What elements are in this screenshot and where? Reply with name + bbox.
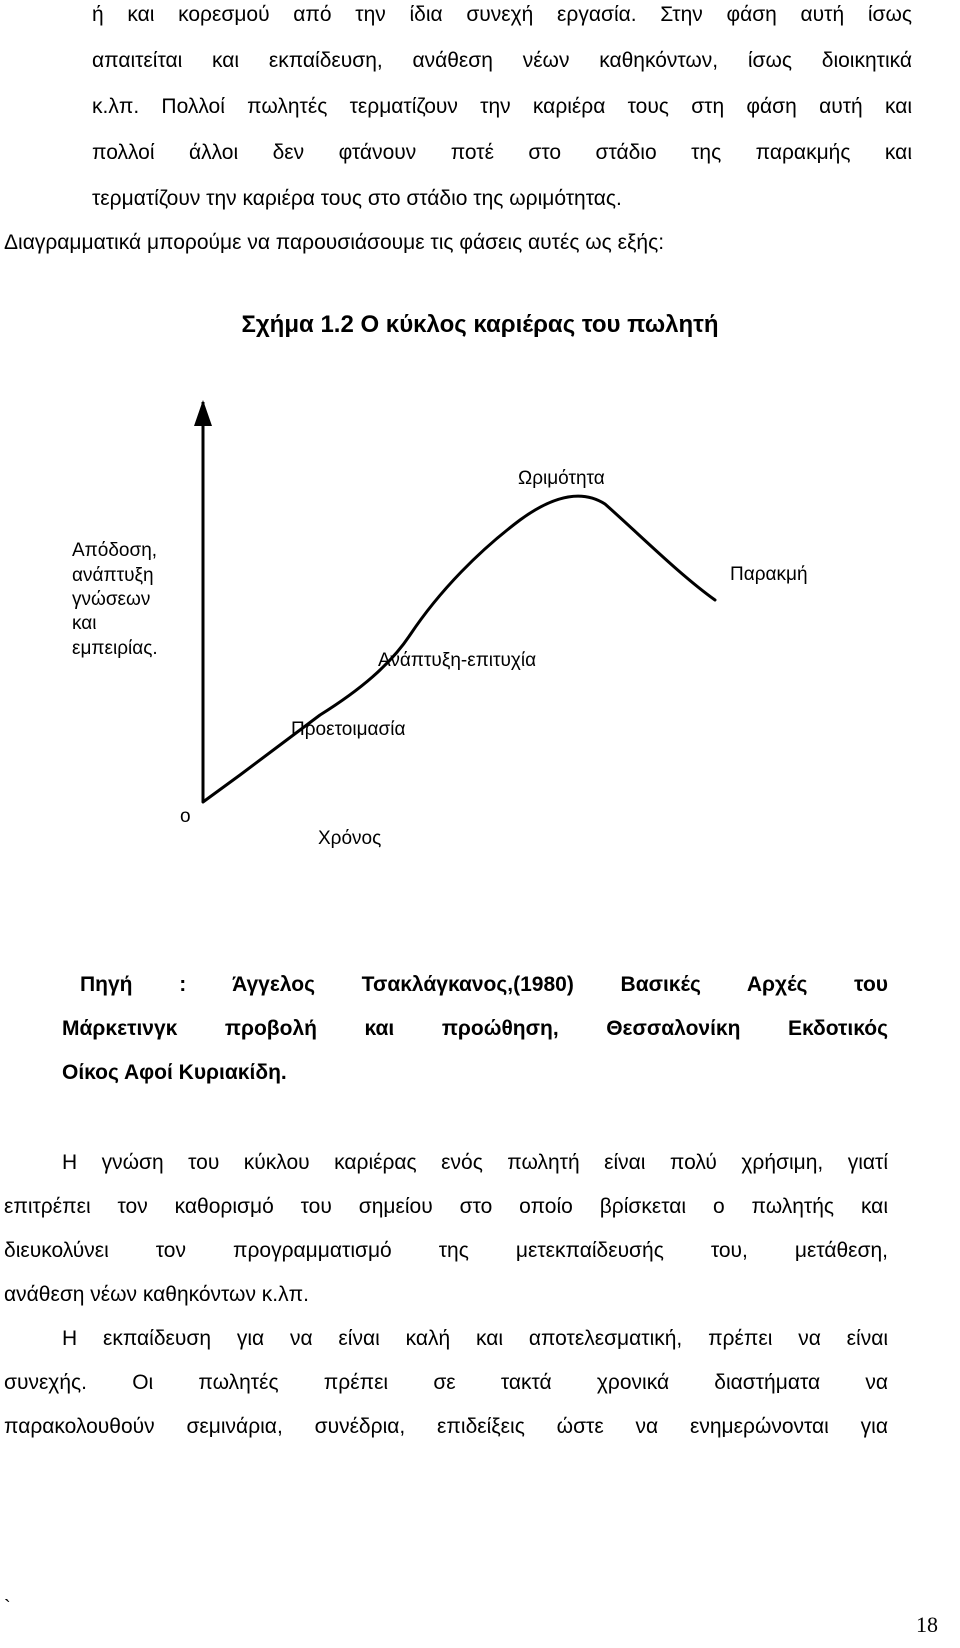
text-line: ανάθεση νέων καθηκόντων κ.λπ.: [4, 1283, 309, 1306]
y-axis-label-line: ανάπτυξη: [72, 565, 154, 586]
y-axis-label-line: εμπειρίας.: [72, 638, 158, 659]
y-axis-label: [72, 540, 162, 659]
y-axis-label-line: και: [72, 613, 97, 634]
stage-label-decline: Παρακμή: [730, 564, 808, 585]
text-line: συνεχής. Οι πωλητές πρέπει σε τακτά χρονικά διαστήματα να: [4, 1371, 888, 1394]
page-number: 18: [916, 1612, 938, 1637]
text-line: Η γνώση του κύκλου καριέρας ενός πωλητή είναι πολύ χρήσιμη, γιατί: [62, 1151, 888, 1174]
text-line: πολλοί άλλοι δεν φτάνουν ποτέ στο στάδιο της παρακμής και: [92, 141, 912, 164]
text-line: επιτρέπει τον καθορισμό του σημείου στο οποίο βρίσκεται ο πωλητής και: [4, 1195, 888, 1218]
intro-sentence: Διαγραμματικά μπορούμε να παρουσιάσουμε τις φάσεις αυτές ως εξής:: [4, 231, 665, 254]
y-axis-label-line: Απόδοση,: [72, 540, 158, 561]
text-line: απαιτείται και εκπαίδευση, ανάθεση νέων καθηκόντων, ίσως διοικητικά: [92, 49, 912, 72]
text-line: Η εκπαίδευση για να είναι καλή και αποτελεσματική, πρέπει να είναι: [62, 1327, 888, 1350]
figure-caption: Σχήμα 1.2 Ο κύκλος καριέρας του πωλητή: [241, 311, 719, 338]
text-line: παρακολουθούν σεμινάρια, συνέδρια, επιδείξεις ώστε να ενημερώνονται για: [4, 1415, 888, 1438]
career-cycle-figure: [60, 400, 940, 900]
text-line: ή και κορεσμού από την ίδια συνεχή εργασία. Στην φάση αυτή ίσως: [92, 3, 912, 26]
y-axis-label-line: γνώσεων: [72, 589, 151, 610]
text-line: κ.λπ. Πολλοί πωλητές τερματίζουν την καριέρα τους στη φάση αυτή και: [92, 95, 912, 118]
stage-label-preparation: Προετοιμασία: [291, 719, 406, 740]
stage-label-growth: Ανάπτυξη-επιτυχία: [378, 650, 537, 671]
y-axis-arrow-icon: [194, 400, 212, 426]
x-axis-label: Χρόνος: [318, 828, 382, 849]
source-line: Οίκος Αφοί Κυριακίδη.: [62, 1061, 287, 1084]
origin-label: ο: [180, 806, 191, 827]
footer-mark: `: [4, 1597, 11, 1619]
source-line: Πηγή : Άγγελος Τσακλάγκανος,(1980) Βασικές Αρχές του: [80, 973, 888, 996]
text-line: διευκολύνει τον προγραμματισμό της μετεκπαίδευσής του, μετάθεση,: [4, 1239, 888, 1262]
source-line: Μάρκετινγκ προβολή και προώθηση, Θεσσαλονίκη Εκδοτικός: [62, 1017, 888, 1040]
stage-label-maturity: Ωριμότητα: [518, 468, 605, 489]
text-line: τερματίζουν την καριέρα τους στο στάδιο της ωριμότητας.: [92, 187, 622, 210]
